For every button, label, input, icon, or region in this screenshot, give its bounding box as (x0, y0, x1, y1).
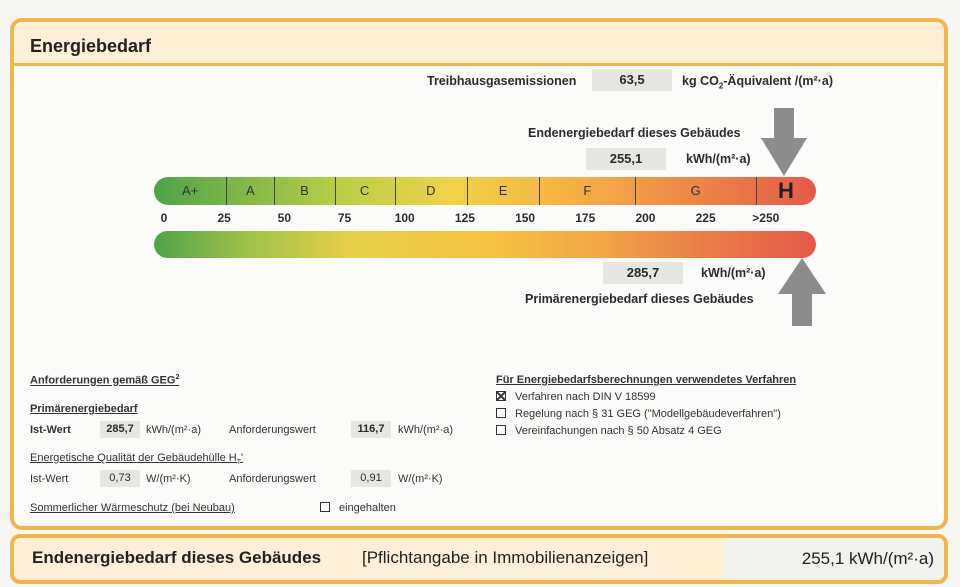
energy-class-c: C (359, 183, 370, 198)
procedures-title: Für Energiebedarfsberechnungen verwendetes Verfahren (496, 374, 797, 386)
scale-tick-label: 0 (160, 211, 168, 225)
procedure-option-model: Regelung nach § 31 GEG ("Modellgebäudeverfahren") (496, 408, 781, 420)
primary-anf-unit: kWh/(m²·a) (398, 424, 453, 436)
class-separator (539, 177, 540, 205)
footer-title: Endenergiebedarf dieses Gebäudes (32, 548, 322, 567)
envelope-ist-value: 0,73 (100, 470, 140, 487)
end-energy-value: 255,1 (586, 148, 666, 170)
footer-banner (10, 534, 948, 584)
energy-class-a: A (245, 183, 255, 198)
primary-demand-title: Primärenergiebedarf (30, 403, 138, 415)
primary-energy-unit: kWh/(m²·a) (701, 266, 766, 280)
envelope-anf-label: Anforderungswert (229, 473, 316, 485)
footer-note: [Pflichtangabe in Immobilienanzeigen] (362, 548, 649, 567)
scale-tick-label: 50 (277, 211, 292, 225)
procedure-simplified-checkbox[interactable] (496, 425, 506, 435)
energy-class-e: E (498, 183, 508, 198)
primary-ist-unit: kWh/(m²·a) (146, 424, 201, 436)
footer-value: 255,1 kWh/(m²·a) (801, 549, 934, 568)
energy-class-g: G (690, 183, 701, 198)
envelope-anf-unit: W/(m²·K) (398, 473, 443, 485)
primary-ist-value: 285,7 (100, 421, 140, 438)
class-separator (335, 177, 336, 205)
summer-protection-label: Sommerlicher Wärmeschutz (bei Neubau) (30, 502, 235, 514)
scale-tick-label: 125 (454, 211, 475, 225)
class-separator (756, 177, 757, 205)
primary-ist-label: Ist-Wert (30, 424, 71, 436)
primary-anf-value: 116,7 (351, 421, 391, 438)
energy-demand-panel (10, 18, 948, 530)
scale-tick-label: 150 (515, 211, 536, 225)
envelope-ist-label: Ist-Wert (30, 473, 69, 485)
emissions-value: 63,5 (592, 69, 672, 91)
scale-tick-label: 175 (575, 211, 596, 225)
energy-class-h: H (777, 178, 794, 203)
class-separator (274, 177, 275, 205)
panel-title: Energiebedarf (30, 36, 152, 56)
envelope-ist-unit: W/(m²·K) (146, 473, 191, 485)
primary-energy-value: 285,7 (603, 262, 683, 284)
energy-class-f: F (583, 183, 592, 198)
envelope-anf-value: 0,91 (351, 470, 391, 487)
emissions-unit: kg $CO_2$-Äquivalent /(m²·a) (682, 74, 833, 91)
scale-tick-label: 75 (337, 211, 352, 225)
footer-value-box (724, 538, 944, 580)
emissions-label: Treibhausgasemissionen (427, 74, 577, 88)
class-separator (395, 177, 396, 205)
primary-energy-label: Primärenergiebedarf dieses Gebäudes (525, 292, 754, 306)
procedure-model-checkbox[interactable] (496, 408, 506, 418)
end-energy-arrow-icon (761, 108, 807, 176)
procedure-option-simplified: Vereinfachungen nach § 50 Absatz 4 GEG (496, 425, 722, 437)
requirements-title: Anforderungen gemäß GEG$^2$ (30, 374, 180, 387)
procedure-option-din: Verfahren nach DIN V 18599 (496, 391, 656, 403)
scale-tick-label: >250 (752, 211, 780, 225)
envelope-title: Energetische Qualität der Gebäudehülle $H_T'$ (30, 452, 244, 467)
efficiency-scale (154, 177, 816, 205)
end-energy-label: Endenergiebedarf dieses Gebäudes (528, 126, 741, 140)
scale-tick-label: 25 (217, 211, 231, 225)
class-separator (467, 177, 468, 205)
energy-class-d: D (426, 183, 436, 198)
primary-energy-arrow-icon (778, 258, 826, 326)
summer-protection-option: eingehalten (320, 502, 396, 514)
scale-tick-label: 200 (635, 211, 656, 225)
end-energy-unit: kWh/(m²·a) (686, 152, 751, 166)
class-separator (635, 177, 636, 205)
class-separator (226, 177, 227, 205)
energy-class-b: B (300, 183, 309, 198)
scale-tick-label: 100 (394, 211, 415, 225)
summer-protection-checkbox[interactable] (320, 502, 330, 512)
scale-tick-label: 225 (695, 211, 716, 225)
procedure-din-checkbox[interactable] (496, 391, 506, 401)
primary-energy-scale (154, 231, 816, 258)
panel-header (14, 22, 944, 66)
energy-class-a-plus: A+ (181, 183, 199, 198)
primary-anf-label: Anforderungswert (229, 424, 316, 436)
